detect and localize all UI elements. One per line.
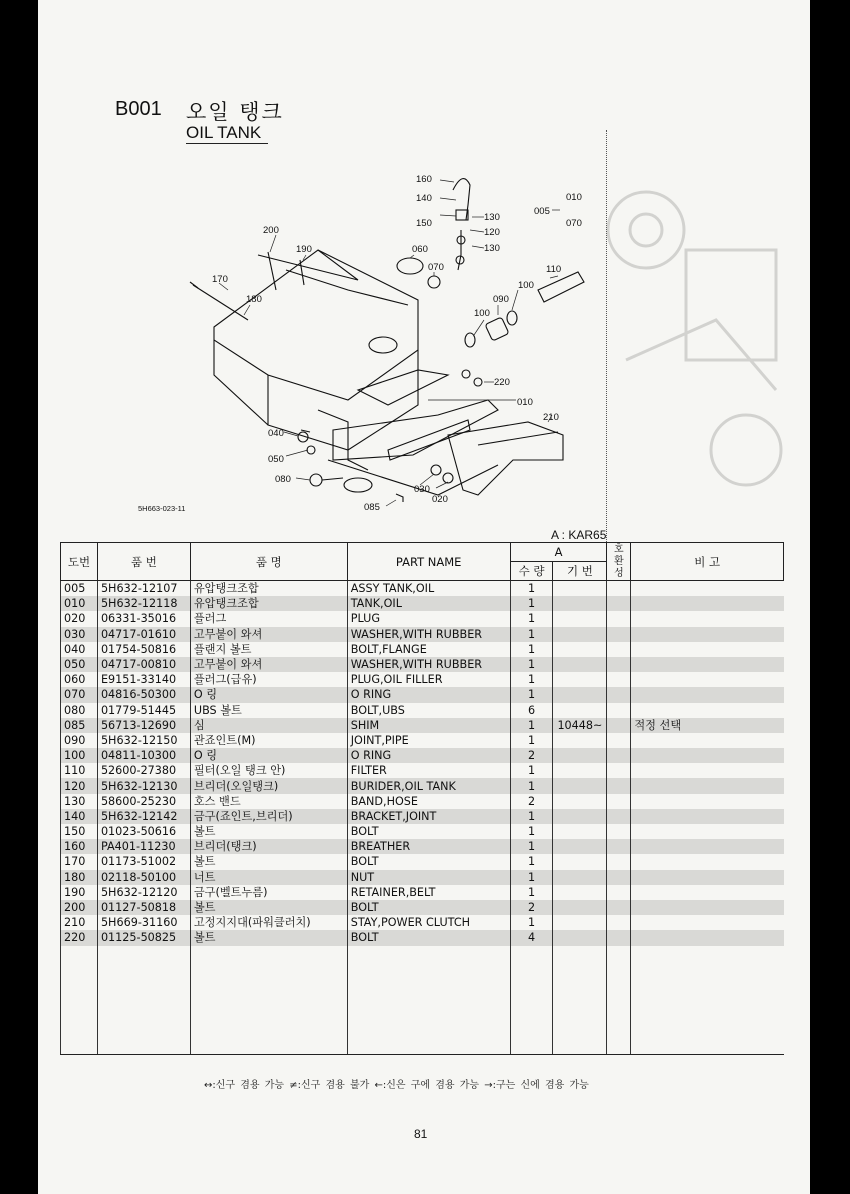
cell-serial bbox=[553, 930, 607, 945]
table-row bbox=[61, 687, 784, 702]
cell-remarks bbox=[631, 915, 784, 930]
cell-no: 220 bbox=[61, 930, 98, 945]
callout-150: 150 bbox=[416, 218, 432, 229]
cell-compat bbox=[607, 809, 631, 824]
cell-qty: 1 bbox=[510, 687, 553, 702]
cell-no: 030 bbox=[61, 627, 98, 642]
cell-part-no: 01127-50818 bbox=[97, 900, 190, 915]
parts-table-body bbox=[61, 581, 784, 1055]
cell-serial bbox=[553, 748, 607, 763]
cell-name-ko: 유압탱크조합 bbox=[190, 581, 347, 597]
col-header-group-a: A bbox=[510, 543, 607, 562]
cell-compat bbox=[607, 581, 631, 597]
cell-remarks bbox=[631, 839, 784, 854]
cell-qty: 1 bbox=[510, 642, 553, 657]
cell-remarks bbox=[631, 703, 784, 718]
base-frame bbox=[328, 400, 498, 495]
cell-remarks: 적정 선택 bbox=[631, 718, 784, 733]
cell-remarks bbox=[631, 809, 784, 824]
table-row bbox=[61, 870, 784, 885]
cell-serial bbox=[553, 824, 607, 839]
cell-no: 210 bbox=[61, 915, 98, 930]
cell-serial bbox=[553, 794, 607, 809]
cell-serial bbox=[553, 839, 607, 854]
cell-name-ko: 볼트 bbox=[190, 824, 347, 839]
oil-tank-body bbox=[214, 250, 448, 470]
callout-210: 210 bbox=[543, 412, 559, 423]
cell-qty: 2 bbox=[510, 794, 553, 809]
cell-name-ko: 브리더(탱크) bbox=[190, 839, 347, 854]
callout-110: 110 bbox=[546, 264, 562, 275]
cell-qty: 1 bbox=[510, 611, 553, 626]
cell-part-name: STAY,POWER CLUTCH bbox=[347, 915, 510, 930]
cell-remarks bbox=[631, 824, 784, 839]
callout-100: 100 bbox=[474, 308, 490, 319]
cell-part-name: PLUG,OIL FILLER bbox=[347, 672, 510, 687]
col-header-qty: 수 량 bbox=[510, 562, 553, 581]
cell-qty: 1 bbox=[510, 885, 553, 900]
cell-compat bbox=[607, 763, 631, 778]
cell-qty: 2 bbox=[510, 748, 553, 763]
table-row bbox=[61, 854, 784, 869]
cell-remarks bbox=[631, 627, 784, 642]
cell-compat bbox=[607, 733, 631, 748]
table-row bbox=[61, 885, 784, 900]
cell-serial bbox=[553, 809, 607, 824]
table-row bbox=[61, 611, 784, 626]
cell-serial bbox=[553, 763, 607, 778]
cell-name-ko: 볼트 bbox=[190, 900, 347, 915]
cell-no: 100 bbox=[61, 748, 98, 763]
cell-name-ko: 관죠인트(M) bbox=[190, 733, 347, 748]
cell-qty: 1 bbox=[510, 915, 553, 930]
callout-190: 190 bbox=[296, 244, 312, 255]
table-row bbox=[61, 718, 784, 733]
cell-remarks bbox=[631, 596, 784, 611]
cell-part-name: JOINT,PIPE bbox=[347, 733, 510, 748]
blank-cell bbox=[607, 946, 631, 1055]
parts-table bbox=[60, 542, 784, 1055]
cell-no: 150 bbox=[61, 824, 98, 839]
cell-part-no: 01779-51445 bbox=[97, 703, 190, 718]
cell-part-no: 58600-25230 bbox=[97, 794, 190, 809]
cell-part-no: 5H632-12130 bbox=[97, 778, 190, 793]
cell-no: 060 bbox=[61, 672, 98, 687]
cell-remarks bbox=[631, 794, 784, 809]
cell-name-ko: 필터(오일 탱크 안) bbox=[190, 763, 347, 778]
cell-part-name: BOLT,FLANGE bbox=[347, 642, 510, 657]
cell-serial bbox=[553, 596, 607, 611]
callout-170: 170 bbox=[212, 274, 228, 285]
table-row bbox=[61, 642, 784, 657]
cell-serial bbox=[553, 581, 607, 597]
callout-130b: 130 bbox=[484, 243, 500, 254]
cell-compat bbox=[607, 870, 631, 885]
cell-qty: 1 bbox=[510, 854, 553, 869]
cell-name-ko: O 링 bbox=[190, 687, 347, 702]
cell-no: 080 bbox=[61, 703, 98, 718]
cell-remarks bbox=[631, 900, 784, 915]
cell-remarks bbox=[631, 930, 784, 945]
cell-qty: 1 bbox=[510, 672, 553, 687]
col-header-serial: 기 번 bbox=[553, 562, 607, 581]
cell-remarks bbox=[631, 778, 784, 793]
cell-part-no: PA401-11230 bbox=[97, 839, 190, 854]
cell-no: 190 bbox=[61, 885, 98, 900]
cell-part-no: 5H632-12150 bbox=[97, 733, 190, 748]
cell-name-ko: 호스 밴드 bbox=[190, 794, 347, 809]
table-row bbox=[61, 778, 784, 793]
cell-name-ko: 심 bbox=[190, 718, 347, 733]
col-header-part-name: PART NAME bbox=[347, 543, 510, 581]
table-row bbox=[61, 748, 784, 763]
cell-serial bbox=[553, 611, 607, 626]
cell-qty: 4 bbox=[510, 930, 553, 945]
cell-part-no: 5H632-12142 bbox=[97, 809, 190, 824]
cell-part-name: RETAINER,BELT bbox=[347, 885, 510, 900]
cell-part-name: FILTER bbox=[347, 763, 510, 778]
cell-qty: 1 bbox=[510, 839, 553, 854]
callout-200: 200 bbox=[263, 225, 279, 236]
model-indicator: A : KAR65 bbox=[551, 528, 607, 542]
callout-090: 090 bbox=[493, 294, 509, 305]
callout-100a: 100 bbox=[518, 280, 534, 291]
cell-part-name: BOLT,UBS bbox=[347, 703, 510, 718]
callout-020: 020 bbox=[432, 494, 448, 505]
cell-name-ko: 너트 bbox=[190, 870, 347, 885]
callout-010a: 010 bbox=[566, 192, 582, 203]
cell-part-no: 04717-00810 bbox=[97, 657, 190, 672]
cell-part-name: BURIDER,OIL TANK bbox=[347, 778, 510, 793]
cell-no: 180 bbox=[61, 870, 98, 885]
cell-part-no: 01125-50825 bbox=[97, 930, 190, 945]
callout-180: 180 bbox=[246, 294, 262, 305]
cell-serial: 10448~ bbox=[553, 718, 607, 733]
cell-compat bbox=[607, 824, 631, 839]
cell-part-no: 04816-50300 bbox=[97, 687, 190, 702]
cell-qty: 1 bbox=[510, 718, 553, 733]
col-header-remarks: 비 고 bbox=[631, 543, 784, 581]
cell-no: 130 bbox=[61, 794, 98, 809]
callout-070a: 070 bbox=[566, 218, 582, 229]
cell-remarks bbox=[631, 748, 784, 763]
cell-remarks bbox=[631, 672, 784, 687]
cell-remarks bbox=[631, 870, 784, 885]
column-divider bbox=[606, 130, 607, 542]
cell-no: 090 bbox=[61, 733, 98, 748]
cell-compat bbox=[607, 839, 631, 854]
cell-no: 110 bbox=[61, 763, 98, 778]
callout-220: 220 bbox=[494, 377, 510, 388]
cell-part-no: 04811-10300 bbox=[97, 748, 190, 763]
cell-name-ko: 브리더(오일탱크) bbox=[190, 778, 347, 793]
cell-part-name: NUT bbox=[347, 870, 510, 885]
cell-serial bbox=[553, 642, 607, 657]
section-code: B001 bbox=[115, 98, 162, 120]
blank-cell bbox=[553, 946, 607, 1055]
cell-part-name: PLUG bbox=[347, 611, 510, 626]
compat-header-text: 호환성 bbox=[614, 543, 624, 579]
cell-name-ko: UBS 볼트 bbox=[190, 703, 347, 718]
cell-compat bbox=[607, 642, 631, 657]
cell-serial bbox=[553, 733, 607, 748]
cell-compat bbox=[607, 596, 631, 611]
cell-serial bbox=[553, 915, 607, 930]
col-header-part-no: 품 번 bbox=[97, 543, 190, 581]
table-row bbox=[61, 900, 784, 915]
exploded-parts-diagram bbox=[118, 160, 598, 520]
cell-name-ko: 고무붙이 와셔 bbox=[190, 657, 347, 672]
cell-part-no: 02118-50100 bbox=[97, 870, 190, 885]
cell-qty: 1 bbox=[510, 581, 553, 597]
cell-name-ko: 플랜지 볼트 bbox=[190, 642, 347, 657]
bolts bbox=[190, 252, 482, 502]
cell-compat bbox=[607, 885, 631, 900]
power-clutch-stay bbox=[448, 422, 563, 495]
callout-010: 010 bbox=[517, 397, 533, 408]
cell-remarks bbox=[631, 581, 784, 597]
cell-part-no: 5H632-12120 bbox=[97, 885, 190, 900]
table-row bbox=[61, 824, 784, 839]
diagram-caption: 5H663-023-11 bbox=[138, 504, 186, 513]
cell-name-ko: O 링 bbox=[190, 748, 347, 763]
cell-compat bbox=[607, 657, 631, 672]
table-row bbox=[61, 672, 784, 687]
cell-name-ko: 고정지지대(파워클러치) bbox=[190, 915, 347, 930]
callout-050: 050 bbox=[268, 454, 284, 465]
callout-085: 085 bbox=[364, 502, 380, 513]
cell-qty: 1 bbox=[510, 763, 553, 778]
cell-no: 010 bbox=[61, 596, 98, 611]
callout-060: 060 bbox=[412, 244, 428, 255]
cell-part-no: 04717-01610 bbox=[97, 627, 190, 642]
table-row bbox=[61, 627, 784, 642]
cell-no: 140 bbox=[61, 809, 98, 824]
cell-compat bbox=[607, 718, 631, 733]
cell-serial bbox=[553, 885, 607, 900]
table-row bbox=[61, 839, 784, 854]
table-row bbox=[61, 809, 784, 824]
callout-120: 120 bbox=[484, 227, 500, 238]
cell-part-name: SHIM bbox=[347, 718, 510, 733]
table-blank-rows bbox=[61, 946, 784, 1055]
cell-part-no: 5H669-31160 bbox=[97, 915, 190, 930]
bleed-through-artwork bbox=[606, 60, 810, 540]
cell-compat bbox=[607, 672, 631, 687]
title-underline bbox=[186, 143, 268, 144]
cell-no: 120 bbox=[61, 778, 98, 793]
blank-cell bbox=[510, 946, 553, 1055]
cell-qty: 1 bbox=[510, 824, 553, 839]
cell-name-ko: 유압탱크조합 bbox=[190, 596, 347, 611]
blank-cell bbox=[347, 946, 510, 1055]
cell-serial bbox=[553, 687, 607, 702]
cell-part-name: ASSY TANK,OIL bbox=[347, 581, 510, 597]
cell-compat bbox=[607, 900, 631, 915]
col-header-no: 도번 bbox=[61, 543, 98, 581]
cell-no: 200 bbox=[61, 900, 98, 915]
cell-name-ko: 볼트 bbox=[190, 930, 347, 945]
cell-part-name: WASHER,WITH RUBBER bbox=[347, 627, 510, 642]
cell-qty: 1 bbox=[510, 657, 553, 672]
cell-qty: 1 bbox=[510, 870, 553, 885]
catalog-page bbox=[38, 0, 810, 1194]
cell-compat bbox=[607, 611, 631, 626]
callout-160: 160 bbox=[416, 174, 432, 185]
cell-no: 085 bbox=[61, 718, 98, 733]
cell-part-name: BRACKET,JOINT bbox=[347, 809, 510, 824]
cell-qty: 1 bbox=[510, 733, 553, 748]
blank-cell bbox=[97, 946, 190, 1055]
cell-qty: 6 bbox=[510, 703, 553, 718]
cell-part-name: BOLT bbox=[347, 900, 510, 915]
cell-remarks bbox=[631, 657, 784, 672]
col-header-name-ko: 품 명 bbox=[190, 543, 347, 581]
blank-cell bbox=[61, 946, 98, 1055]
blank-cell bbox=[190, 946, 347, 1055]
table-row bbox=[61, 915, 784, 930]
callout-040: 040 bbox=[268, 428, 284, 439]
cell-serial bbox=[553, 703, 607, 718]
cell-no: 020 bbox=[61, 611, 98, 626]
table-row bbox=[61, 733, 784, 748]
cell-remarks bbox=[631, 854, 784, 869]
section-title-korean: 오일 탱크 bbox=[186, 100, 284, 124]
section-title-english: OIL TANK bbox=[186, 123, 262, 142]
cell-part-no: 01173-51002 bbox=[97, 854, 190, 869]
cell-name-ko: 볼트 bbox=[190, 854, 347, 869]
cell-compat bbox=[607, 854, 631, 869]
table-row bbox=[61, 657, 784, 672]
cell-no: 070 bbox=[61, 687, 98, 702]
compatibility-legend: ↔:신구 겸용 가능 ≠:신구 겸용 불가 ←:신은 구에 겸용 가능 →:구는 신에 겸용 가능 bbox=[204, 1080, 589, 1091]
table-row bbox=[61, 930, 784, 945]
callout-030: 030 bbox=[414, 484, 430, 495]
cell-part-name: BOLT bbox=[347, 854, 510, 869]
cell-name-ko: 금구(죠인트,브리더) bbox=[190, 809, 347, 824]
table-row bbox=[61, 596, 784, 611]
callout-080: 080 bbox=[275, 474, 291, 485]
cell-compat bbox=[607, 778, 631, 793]
table-row bbox=[61, 581, 784, 597]
cell-part-name: BREATHER bbox=[347, 839, 510, 854]
page-number: 81 bbox=[414, 1127, 428, 1141]
callout-070: 070 bbox=[428, 262, 444, 273]
cell-part-name: O RING bbox=[347, 748, 510, 763]
cell-compat bbox=[607, 748, 631, 763]
cell-serial bbox=[553, 854, 607, 869]
callout-005: 005 bbox=[534, 206, 550, 217]
cell-serial bbox=[553, 657, 607, 672]
cell-remarks bbox=[631, 642, 784, 657]
cell-no: 040 bbox=[61, 642, 98, 657]
cell-part-name: TANK,OIL bbox=[347, 596, 510, 611]
cell-part-name: WASHER,WITH RUBBER bbox=[347, 657, 510, 672]
blank-cell bbox=[631, 946, 784, 1055]
cell-part-name: O RING bbox=[347, 687, 510, 702]
cell-no: 005 bbox=[61, 581, 98, 597]
cell-part-name: BOLT bbox=[347, 930, 510, 945]
cell-compat bbox=[607, 930, 631, 945]
cell-qty: 1 bbox=[510, 627, 553, 642]
cell-qty: 1 bbox=[510, 596, 553, 611]
cell-remarks bbox=[631, 733, 784, 748]
cell-serial bbox=[553, 900, 607, 915]
cell-part-name: BAND,HOSE bbox=[347, 794, 510, 809]
cell-qty: 1 bbox=[510, 809, 553, 824]
cell-part-no: 01023-50616 bbox=[97, 824, 190, 839]
cell-part-no: 01754-50816 bbox=[97, 642, 190, 657]
cell-compat bbox=[607, 794, 631, 809]
cell-name-ko: 플러그(급유) bbox=[190, 672, 347, 687]
cell-name-ko: 고무붙이 와셔 bbox=[190, 627, 347, 642]
cell-name-ko: 플러그 bbox=[190, 611, 347, 626]
cell-remarks bbox=[631, 885, 784, 900]
cell-remarks bbox=[631, 763, 784, 778]
table-row bbox=[61, 703, 784, 718]
cell-serial bbox=[553, 870, 607, 885]
cell-part-no: 52600-27380 bbox=[97, 763, 190, 778]
table-row bbox=[61, 794, 784, 809]
callout-140: 140 bbox=[416, 193, 432, 204]
cell-no: 160 bbox=[61, 839, 98, 854]
cell-part-no: 5H632-12107 bbox=[97, 581, 190, 597]
cell-serial bbox=[553, 627, 607, 642]
cell-remarks bbox=[631, 687, 784, 702]
cell-part-no: 5H632-12118 bbox=[97, 596, 190, 611]
callout-130: 130 bbox=[484, 212, 500, 223]
cell-qty: 1 bbox=[510, 778, 553, 793]
table-row bbox=[61, 763, 784, 778]
cell-remarks bbox=[631, 611, 784, 626]
cell-part-no: 06331-35016 bbox=[97, 611, 190, 626]
cell-serial bbox=[553, 672, 607, 687]
cell-part-no: 56713-12690 bbox=[97, 718, 190, 733]
cell-compat bbox=[607, 687, 631, 702]
cell-compat bbox=[607, 915, 631, 930]
cell-name-ko: 금구(벨트누름) bbox=[190, 885, 347, 900]
cell-no: 050 bbox=[61, 657, 98, 672]
cell-qty: 2 bbox=[510, 900, 553, 915]
cell-part-no: E9151-33140 bbox=[97, 672, 190, 687]
cell-part-name: BOLT bbox=[347, 824, 510, 839]
col-header-compat bbox=[607, 543, 631, 581]
cell-compat bbox=[607, 627, 631, 642]
cell-no: 170 bbox=[61, 854, 98, 869]
cell-serial bbox=[553, 778, 607, 793]
cell-compat bbox=[607, 703, 631, 718]
